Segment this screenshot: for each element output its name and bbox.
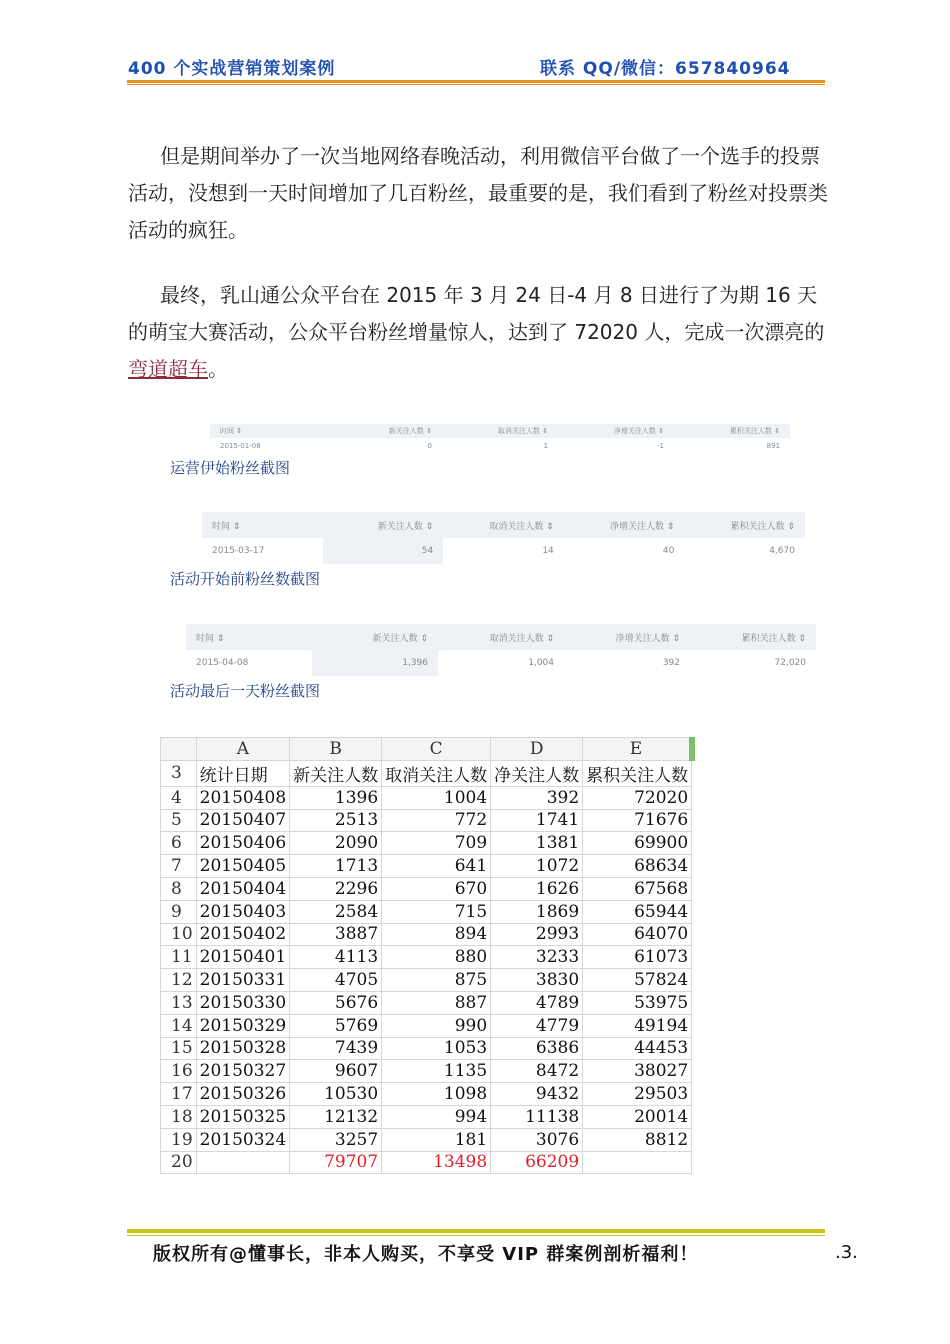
- col-date: 时间 ⇕: [196, 633, 225, 644]
- cell-total[interactable]: 20014: [583, 1105, 692, 1128]
- col-total: 累积关注人数 ⇕: [730, 521, 795, 532]
- col-total: 累积关注人数 ⇕: [729, 427, 780, 435]
- link-wandao-chaoche[interactable]: 弯道超车: [128, 357, 208, 381]
- col-net: 净增关注人数 ⇕: [615, 633, 680, 644]
- screenshot-table-last: [186, 624, 816, 676]
- table-row: [161, 1083, 692, 1106]
- header-rule: [127, 80, 825, 83]
- paragraph-2: [128, 277, 828, 388]
- total-row: [161, 1151, 692, 1174]
- cell-date[interactable]: 20150329: [196, 1014, 290, 1037]
- row-number[interactable]: 16: [161, 1060, 197, 1083]
- cell-new[interactable]: 1396: [290, 786, 382, 809]
- column-header-row: [161, 738, 692, 761]
- cell-total[interactable]: 53975: [583, 991, 692, 1014]
- header-cell-new[interactable]: 新关注人数: [290, 760, 382, 786]
- cell-cancel[interactable]: 1053: [382, 1037, 491, 1060]
- header-contact: 联系 QQ/微信：657840964: [540, 59, 791, 79]
- cell-total[interactable]: 29503: [583, 1083, 692, 1106]
- cell-new: 0: [427, 442, 432, 450]
- col-cancel: 取消关注人数 ⇕: [489, 521, 554, 532]
- cell-cancel: 14: [542, 546, 554, 556]
- header-title: 400 个实战营销策划案例: [128, 59, 336, 79]
- cell-net[interactable]: 3076: [491, 1128, 583, 1151]
- col-new: 新关注人数 ⇕: [372, 633, 428, 644]
- cell-total[interactable]: 69900: [583, 832, 692, 855]
- row-number[interactable]: 13: [161, 991, 197, 1014]
- cell-new[interactable]: 10530: [290, 1083, 382, 1106]
- cell-net[interactable]: 392: [491, 786, 583, 809]
- table-row: [161, 969, 692, 992]
- cell-cancel: 1: [543, 442, 548, 450]
- cell-cancel[interactable]: 709: [382, 832, 491, 855]
- table-row: [161, 1128, 692, 1151]
- col-total: 累积关注人数 ⇕: [741, 633, 806, 644]
- cell-cancel[interactable]: 880: [382, 946, 491, 969]
- cell-date[interactable]: 20150407: [196, 809, 290, 832]
- row-number[interactable]: 4: [161, 786, 197, 809]
- screenshot-header-row: [210, 424, 790, 438]
- row-number[interactable]: 20: [161, 1151, 197, 1174]
- row-number[interactable]: 8: [161, 877, 197, 900]
- col-cancel: 取消关注人数 ⇕: [489, 633, 554, 644]
- cell-total: 4,670: [769, 546, 795, 556]
- column-header-b[interactable]: B: [290, 738, 382, 761]
- cell-total[interactable]: 65944: [583, 900, 692, 923]
- cell-cancel[interactable]: 894: [382, 923, 491, 946]
- caption-start: 运营伊始粉丝截图: [170, 459, 291, 477]
- cell-date[interactable]: 20150408: [196, 786, 290, 809]
- total-cell-new[interactable]: 79707: [290, 1151, 382, 1174]
- col-cancel: 取消关注人数 ⇕: [497, 427, 548, 435]
- row-number[interactable]: 6: [161, 832, 197, 855]
- cell-total[interactable]: 72020: [583, 786, 692, 809]
- total-cell-net[interactable]: 66209: [491, 1151, 583, 1174]
- paragraph-2-text: 最终，乳山通公众平台在 2015 年 3 月 24 日-4 月 8 日进行了为期 16 天的萌宝大赛活动，公众平台粉丝增量惊人，达到了 72020 人，完成一次漂亮的: [128, 283, 825, 344]
- row-number[interactable]: 7: [161, 855, 197, 878]
- row-number[interactable]: 10: [161, 923, 197, 946]
- cell-total[interactable]: 71676: [583, 809, 692, 832]
- screenshot-data-row: [210, 438, 790, 454]
- cell-date[interactable]: 20150326: [196, 1083, 290, 1106]
- cell-cancel[interactable]: 994: [382, 1105, 491, 1128]
- column-header-c[interactable]: C: [382, 738, 491, 761]
- header-cell-date[interactable]: 统计日期: [196, 760, 290, 786]
- header-cell-net[interactable]: 净关注人数: [491, 760, 583, 786]
- cell-new[interactable]: 12132: [290, 1105, 382, 1128]
- screenshot-header-row: [186, 624, 816, 650]
- cell-date[interactable]: 20150403: [196, 900, 290, 923]
- cell-cancel[interactable]: 990: [382, 1014, 491, 1037]
- cell-date[interactable]: 20150328: [196, 1037, 290, 1060]
- cell-net: -1: [657, 442, 664, 450]
- cell-date[interactable]: 20150330: [196, 991, 290, 1014]
- cell-new[interactable]: 3887: [290, 923, 382, 946]
- cell-total[interactable]: 61073: [583, 946, 692, 969]
- footer-rule: [127, 1229, 825, 1233]
- cell-new[interactable]: 2513: [290, 809, 382, 832]
- row-number[interactable]: 12: [161, 969, 197, 992]
- cell-net[interactable]: 3830: [491, 969, 583, 992]
- cell-total[interactable]: 57824: [583, 969, 692, 992]
- cell-cancel[interactable]: 1004: [382, 786, 491, 809]
- row-number[interactable]: 3: [161, 760, 197, 786]
- cell-new: 54: [323, 538, 444, 564]
- cell-date[interactable]: 20150402: [196, 923, 290, 946]
- total-cell-date[interactable]: [196, 1151, 290, 1174]
- row-number[interactable]: 14: [161, 1014, 197, 1037]
- cell-net[interactable]: 1626: [491, 877, 583, 900]
- cell-date[interactable]: 20150401: [196, 946, 290, 969]
- col-date: 时间 ⇕: [220, 427, 243, 435]
- table-row: [161, 1060, 692, 1083]
- cell-cancel[interactable]: 670: [382, 877, 491, 900]
- table-row: [161, 991, 692, 1014]
- cell-net[interactable]: 9432: [491, 1083, 583, 1106]
- cell-cancel[interactable]: 772: [382, 809, 491, 832]
- table-row: [161, 832, 692, 855]
- cell-net[interactable]: 1381: [491, 832, 583, 855]
- cell-total[interactable]: 68634: [583, 855, 692, 878]
- cell-new[interactable]: 2584: [290, 900, 382, 923]
- table-row: [161, 1037, 692, 1060]
- screenshot-data-row: [186, 650, 816, 676]
- cell-date: 2015-04-08: [196, 658, 249, 668]
- paragraph-2-end: 。: [208, 357, 228, 381]
- header-rule-thin: [127, 84, 825, 85]
- cell-date[interactable]: 20150404: [196, 877, 290, 900]
- cell-net[interactable]: 11138: [491, 1105, 583, 1128]
- footer-rule-thin: [127, 1235, 825, 1236]
- cell-total: 72,020: [774, 658, 806, 668]
- caption-last: 活动最后一天粉丝截图: [170, 682, 321, 700]
- cell-new[interactable]: 5676: [290, 991, 382, 1014]
- cell-new: 1,396: [312, 650, 438, 676]
- cell-new[interactable]: 3257: [290, 1128, 382, 1151]
- cell-date[interactable]: 20150405: [196, 855, 290, 878]
- cell-cancel[interactable]: 715: [382, 900, 491, 923]
- cell-new[interactable]: 7439: [290, 1037, 382, 1060]
- cell-cancel[interactable]: 181: [382, 1128, 491, 1151]
- table-row: [161, 1105, 692, 1128]
- cell-cancel[interactable]: 1135: [382, 1060, 491, 1083]
- table-row: [161, 900, 692, 923]
- col-date: 时间 ⇕: [212, 521, 241, 532]
- footer-copyright: 版权所有@懂事长，非本人购买，不享受 VIP 群案例剖析福利！: [153, 1244, 699, 1265]
- cell-net: 40: [662, 546, 675, 556]
- cell-net[interactable]: 4779: [491, 1014, 583, 1037]
- cell-total[interactable]: 64070: [583, 923, 692, 946]
- row-number[interactable]: 19: [161, 1128, 197, 1151]
- cell-date[interactable]: 20150325: [196, 1105, 290, 1128]
- col-new: 新关注人数 ⇕: [377, 521, 434, 532]
- total-cell-cancel[interactable]: 13498: [382, 1151, 491, 1174]
- cell-net[interactable]: 6386: [491, 1037, 583, 1060]
- table-row: [161, 855, 692, 878]
- cell-net[interactable]: 1741: [491, 809, 583, 832]
- row-number[interactable]: 5: [161, 809, 197, 832]
- page-number: .3.: [835, 1242, 858, 1263]
- cell-total[interactable]: 8812: [583, 1128, 692, 1151]
- cell-new[interactable]: 9607: [290, 1060, 382, 1083]
- column-header-d[interactable]: D: [491, 738, 583, 761]
- cell-total[interactable]: 67568: [583, 877, 692, 900]
- row-number[interactable]: 15: [161, 1037, 197, 1060]
- row-number[interactable]: 18: [161, 1105, 197, 1128]
- cell-date[interactable]: 20150324: [196, 1128, 290, 1151]
- cell-net[interactable]: 2993: [491, 923, 583, 946]
- table-row: [161, 877, 692, 900]
- cell-total[interactable]: 38027: [583, 1060, 692, 1083]
- cell-net[interactable]: 1072: [491, 855, 583, 878]
- screenshot-table-before: [202, 512, 805, 564]
- cell-date[interactable]: 20150406: [196, 832, 290, 855]
- cell-new[interactable]: 5769: [290, 1014, 382, 1037]
- cell-new[interactable]: 2296: [290, 877, 382, 900]
- cell-cancel[interactable]: 887: [382, 991, 491, 1014]
- cell-net: 392: [662, 658, 680, 668]
- row-number[interactable]: 11: [161, 946, 197, 969]
- total-cell-total[interactable]: [583, 1151, 692, 1174]
- cell-date: 2015-03-17: [212, 546, 265, 556]
- cell-total[interactable]: 49194: [583, 1014, 692, 1037]
- screenshot-table-start: [210, 424, 790, 454]
- cell-new[interactable]: 4113: [290, 946, 382, 969]
- col-net: 净增关注人数 ⇕: [613, 427, 664, 435]
- row-number[interactable]: 17: [161, 1083, 197, 1106]
- cell-date[interactable]: 20150331: [196, 969, 290, 992]
- header-cell-cancel[interactable]: 取消关注人数: [382, 760, 491, 786]
- col-new: 新关注人数 ⇕: [388, 427, 432, 435]
- table-row: [161, 809, 692, 832]
- cell-cancel: 1,004: [528, 658, 554, 668]
- row-number[interactable]: 9: [161, 900, 197, 923]
- cell-total: 891: [766, 442, 780, 450]
- corner-cell[interactable]: [161, 738, 197, 761]
- cell-date: 2015-01-08: [220, 442, 261, 450]
- table-row: [161, 1014, 692, 1037]
- table-row: [161, 946, 692, 969]
- screenshot-data-row: [202, 538, 805, 564]
- cell-date[interactable]: 20150327: [196, 1060, 290, 1083]
- cell-cancel[interactable]: 641: [382, 855, 491, 878]
- cell-net[interactable]: 4789: [491, 991, 583, 1014]
- header-cell-total[interactable]: 累积关注人数: [583, 760, 692, 786]
- cell-net[interactable]: 8472: [491, 1060, 583, 1083]
- column-header-a[interactable]: A: [196, 738, 290, 761]
- spreadsheet-table: [160, 737, 695, 1174]
- cell-total[interactable]: 44453: [583, 1037, 692, 1060]
- header-row: [161, 760, 692, 786]
- cell-new[interactable]: 4705: [290, 969, 382, 992]
- paragraph-1: 但是期间举办了一次当地网络春晚活动，利用微信平台做了一个选手的投票活动，没想到一天时间增加了几百粉丝，最重要的是，我们看到了粉丝对投票类活动的疯狂。: [128, 144, 828, 242]
- cell-net[interactable]: 3233: [491, 946, 583, 969]
- cell-cancel[interactable]: 1098: [382, 1083, 491, 1106]
- column-header-e[interactable]: E: [583, 738, 692, 761]
- screenshot-header-row: [202, 512, 805, 538]
- table-row: [161, 923, 692, 946]
- cell-new[interactable]: 1713: [290, 855, 382, 878]
- cell-new[interactable]: 2090: [290, 832, 382, 855]
- cell-net[interactable]: 1869: [491, 900, 583, 923]
- cell-cancel[interactable]: 875: [382, 969, 491, 992]
- table-row: [161, 786, 692, 809]
- caption-before: 活动开始前粉丝数截图: [170, 570, 321, 588]
- col-net: 净增关注人数 ⇕: [609, 521, 675, 532]
